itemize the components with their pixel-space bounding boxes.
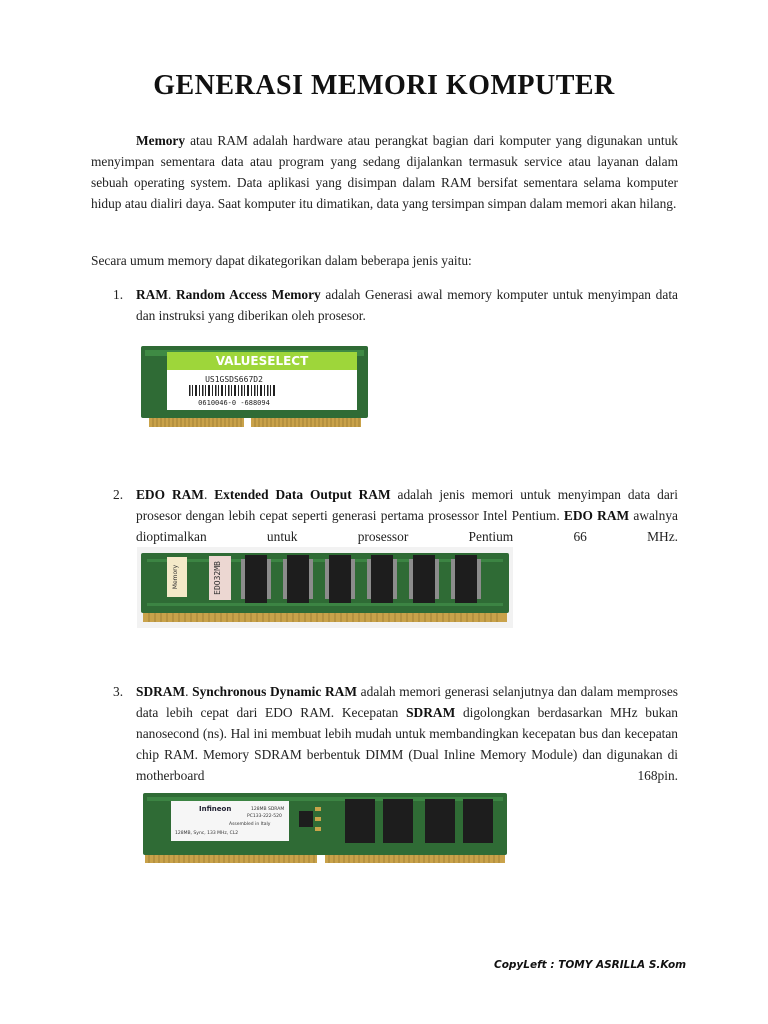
item-full-name: Synchronous Dynamic RAM [192,684,357,699]
list-item-body: RAM. Random Access Memory adalah Generasi awal memory komputer untuk menyimpan data dan instruksi yang diberikan oleh prosesor. [136,287,678,323]
list-item-ram [91,284,678,326]
item-name: EDO RAM [136,487,204,502]
item-text: adalah memori generasi selanjutnya dan dalam memproses data lebih cepat dari EDO RAM. Kecepatan [136,684,678,720]
item-text: adalah Generasi awal memory komputer untuk menyimpan data dan instruksi yang diberikan oleh prosesor. [136,287,678,323]
intro-lead: Memory [136,133,186,148]
module-label-line2: 0610046-0 -688094 [198,399,270,407]
item-full-name: Random Access Memory [176,287,321,302]
list-item-edo-ram [91,484,678,547]
list-item-body: SDRAM. Synchronous Dynamic RAM adalah memori generasi selanjutnya dan dalam memproses data lebih cepat dari EDO RAM. Kecepatan SDRAM digolongkan berdasarkan MHz bukan nanosecond (ns). Hal ini membuat lebih mudah untuk membandingkan kecepatan bus dan kecepatan chip RAM. Memory SDRAM berbentuk DIMM (Dual Inline Memory Module) dan digunakan di motherboard 168pin. [136,684,678,783]
item-name: SDRAM [136,684,186,699]
module-label-line2: PC133-222-520 [247,814,282,819]
item-bold-tail: EDO RAM [563,508,630,523]
document-title: GENERASI MEMORI KOMPUTER [153,70,615,101]
categories-intro: Secara umum memory dapat dikategorikan dalam beberapa jenis yaitu: [91,253,472,268]
module-label-line1: 128MB SDRAM [251,807,285,812]
intro-paragraph [91,130,678,214]
ram-module-image [139,344,370,430]
item-bold-mid: SDRAM [406,705,456,720]
copyleft-footer: CopyLeft : TOMY ASRILLA S.Kom [494,959,687,971]
module-brand-text: Infineon [199,805,232,813]
list-number: 1. [113,287,124,302]
item-tail-text: digolongkan berdasarkan MHz bukan nanosecond (ns). Hal ini membuat lebih mudah untuk membandingkan kecepatan bus dan kecepatan chip RAM. Memory SDRAM berbentuk DIMM (Dual Inline Memory Module) dan digunakan di motherboard 168pin. [136,705,678,783]
module-label-line4: 128MB, Sync, 133 MHz, CL2 [175,831,239,836]
edo-ram-module-image [137,547,513,628]
list-item-body: EDO RAM. Extended Data Output RAM adalah jenis memori untuk menyimpan data dari prosesor dengan lebih cepat seperti generasi pertama prosessor Intel Pentium. EDO RAM awalnya dioptimalkan untuk prosessor Pentium 66 MHz. [136,487,678,544]
module-label-line1: EDO32MB [213,561,222,595]
item-name: RAM [136,287,168,302]
module-label-line3: Assembled in Italy [229,822,271,827]
intro-text: atau RAM adalah hardware atau perangkat bagian dari komputer yang digunakan untuk menyimpan sementara data atau program yang sedang dijalankan termasuk service atau layanan dalam sebuah operating system. Data aplikasi yang disimpan dalam RAM bersifat sementara selama komputer hidup atau dialiri daya. Saat komputer itu dimatikan, data yang tersimpan simpan dalam memori akan hilang. [91,133,678,211]
list-number: 3. [113,684,124,699]
module-sticker-text: Memory [172,564,179,590]
list-number: 2. [113,487,124,502]
module-label-line1: US1GSDS667D2 [205,375,263,384]
module-brand-text: VALUESELECT [215,354,309,368]
item-tail-text: awalnya dioptimalkan untuk prosessor Pentium 66 MHz. [136,508,678,544]
list-item-sdram [91,681,678,786]
item-text: adalah jenis memori untuk menyimpan data dari prosesor dengan lebih cepat seperti generasi pertama prosessor Intel Pentium. [136,487,678,523]
item-full-name: Extended Data Output RAM [214,487,391,502]
sdram-module-image [139,789,511,867]
